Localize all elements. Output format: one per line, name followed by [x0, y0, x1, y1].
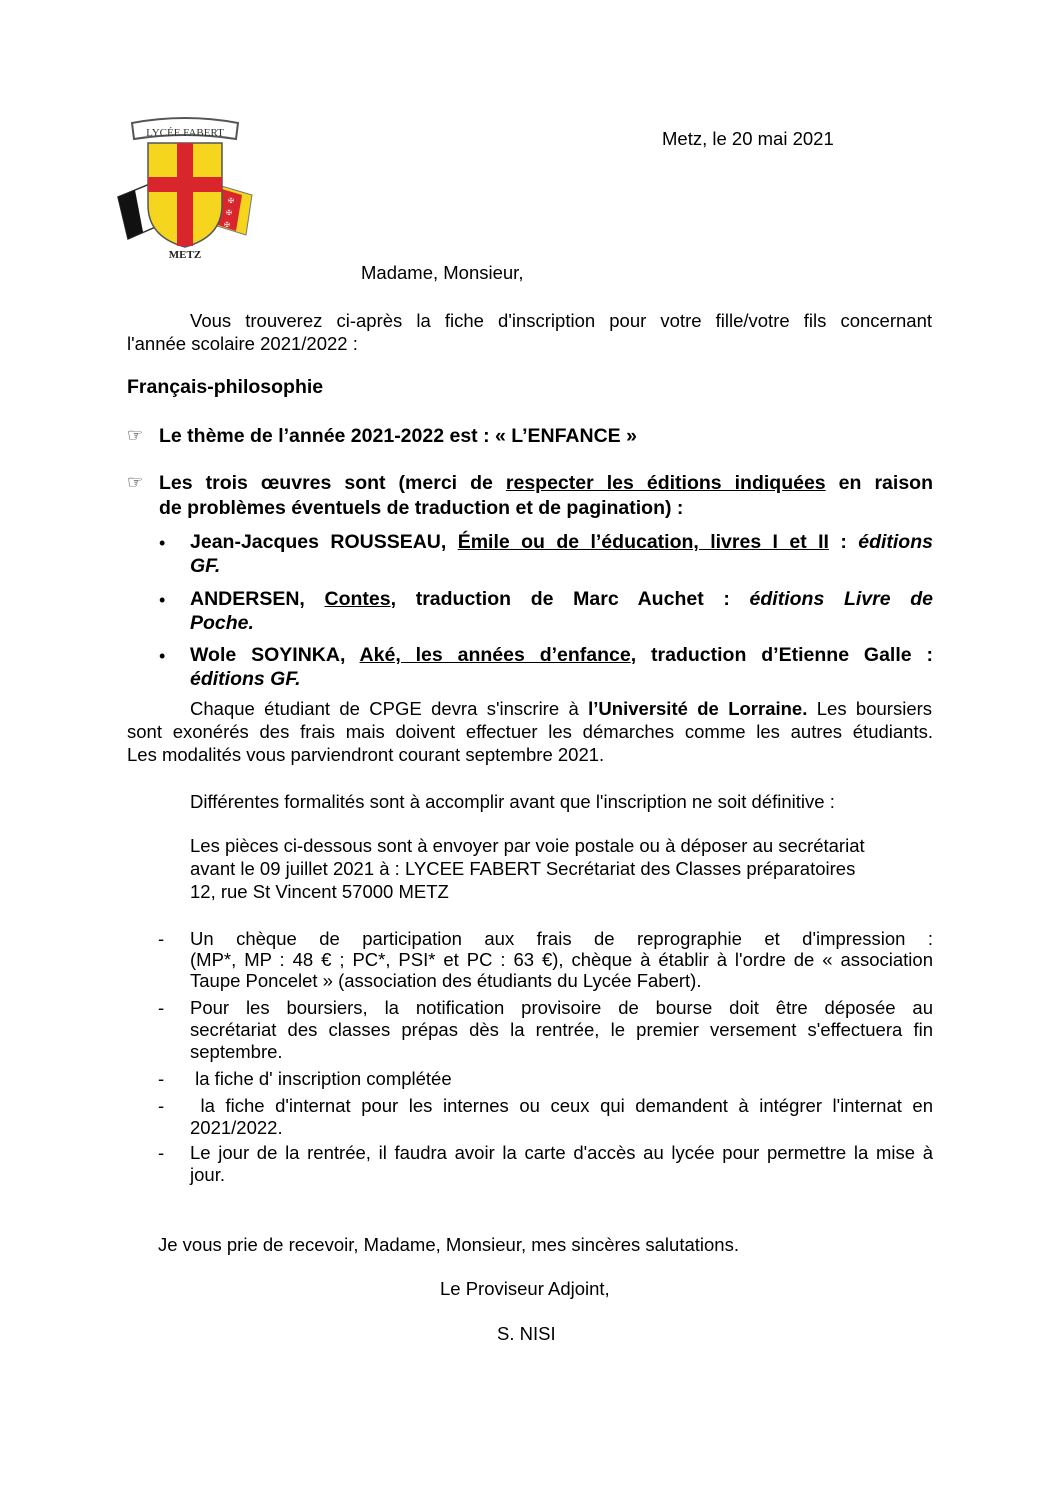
svg-text:✠: ✠ [228, 198, 234, 205]
book-3-line-1: Wole SOYINKA, Aké, les années d’enfance, traduction d’Etienne Galle : [190, 644, 933, 666]
works-intro-line-2: de problèmes éventuels de traduction et de pagination) : [159, 497, 684, 519]
book-3-title: Aké, les années d’enfance [359, 644, 631, 666]
university-line-2: sont exonérés des frais mais doivent effectuer les démarches comme les autres étudiants. [127, 721, 933, 742]
svg-text:✠: ✠ [226, 210, 232, 217]
book-1-line-2: GF. [190, 555, 221, 577]
formalities-line: Différentes formalités sont à accomplir avant que l'inscription ne soit définitive : [190, 791, 835, 812]
list-item-5-line-1: Le jour de la rentrée, il faudra avoir la carte d'accès au lycée pour permettre la mise à [190, 1142, 933, 1163]
salutation: Madame, Monsieur, [361, 262, 524, 283]
list-item-5-line-2: jour. [190, 1164, 225, 1185]
list-item-1-line-1: Un chèque de participation aux frais de reprographie et d'impression : [190, 928, 933, 949]
intro-line-2: l'année scolaire 2021/2022 : [127, 333, 358, 354]
university-line-1: Chaque étudiant de CPGE devra s'inscrire à l’Université de Lorraine. Les boursiers [190, 698, 933, 719]
list-item-4-line-2: 2021/2022. [190, 1117, 283, 1138]
list-marker: - [158, 1095, 165, 1116]
bullet-icon: • [159, 533, 166, 553]
school-crest [110, 115, 260, 265]
bullet-icon: • [159, 590, 166, 610]
theme-line: Le thème de l’année 2021-2022 est : « L’ENFANCE » [159, 425, 637, 447]
book-3-line-2: éditions GF. [190, 668, 301, 690]
list-item-2-line-2: secrétariat des classes prépas dès la rentrée, le premier versement s'effectuera fin [190, 1019, 933, 1040]
intro-line-1: Vous trouverez ci-après la fiche d'inscription pour votre fille/votre fils concernant [190, 310, 932, 331]
pointing-hand-icon: ☞ [127, 425, 144, 445]
university-name: l’Université de Lorraine. [588, 698, 808, 719]
list-marker: - [158, 928, 165, 949]
book-1-line-1: Jean-Jacques ROUSSEAU, Émile ou de l’éducation, livres I et II : éditions [190, 531, 933, 553]
bullet-icon: • [159, 646, 166, 666]
editions-emphasis: respecter les éditions indiquées [505, 472, 826, 494]
logo-banner-text: LYCÉE FABERT [146, 127, 224, 139]
list-item-2-line-3: septembre. [190, 1041, 283, 1062]
university-line-3: Les modalités vous parviendront courant septembre 2021. [127, 744, 605, 765]
list-item-1-line-2: (MP*, MP : 48 € ; PC*, PSI* et PC : 63 €), chèque à établir à l'ordre de « association [190, 949, 933, 970]
section-title: Français-philosophie [127, 376, 324, 398]
closing-line: Je vous prie de recevoir, Madame, Monsieur, mes sincères salutations. [158, 1234, 739, 1255]
pieces-line-3: 12, rue St Vincent 57000 METZ [190, 881, 449, 902]
list-item-3-line-1: la fiche d' inscription complétée [190, 1068, 452, 1089]
book-2-line-2: Poche. [190, 612, 254, 634]
book-2-line-1: ANDERSEN, Contes, traduction de Marc Auchet : éditions Livre de [190, 588, 933, 610]
pieces-line-1: Les pièces ci-dessous sont à envoyer par voie postale ou à déposer au secrétariat [190, 835, 865, 856]
date-line: Metz, le 20 mai 2021 [662, 128, 834, 149]
logo-city-text: METZ [168, 249, 202, 261]
signature-role: Le Proviseur Adjoint, [440, 1278, 610, 1299]
list-marker: - [158, 1068, 165, 1089]
list-item-2-line-1: Pour les boursiers, la notification provisoire de bourse doit être déposée au [190, 997, 933, 1018]
book-1-title: Émile ou de l’éducation, livres I et II [457, 531, 829, 553]
svg-text:✠: ✠ [224, 222, 230, 229]
pointing-hand-icon: ☞ [127, 472, 144, 492]
list-marker: - [158, 997, 165, 1018]
works-intro-line-1: Les trois œuvres sont (merci de respecter les éditions indiquées en raison [159, 472, 933, 494]
list-item-4-line-1: la fiche d'internat pour les internes ou ceux qui demandent à intégrer l'internat en [190, 1095, 933, 1116]
list-item-1-line-3: Taupe Poncelet » (association des étudiants du Lycée Fabert). [190, 970, 702, 991]
list-marker: - [158, 1142, 165, 1163]
pieces-line-2: avant le 09 juillet 2021 à : LYCEE FABERT Secrétariat des Classes préparatoires [190, 858, 856, 879]
signature-name: S. NISI [497, 1323, 556, 1344]
book-2-title: Contes [324, 588, 391, 610]
school-logo [110, 115, 260, 265]
